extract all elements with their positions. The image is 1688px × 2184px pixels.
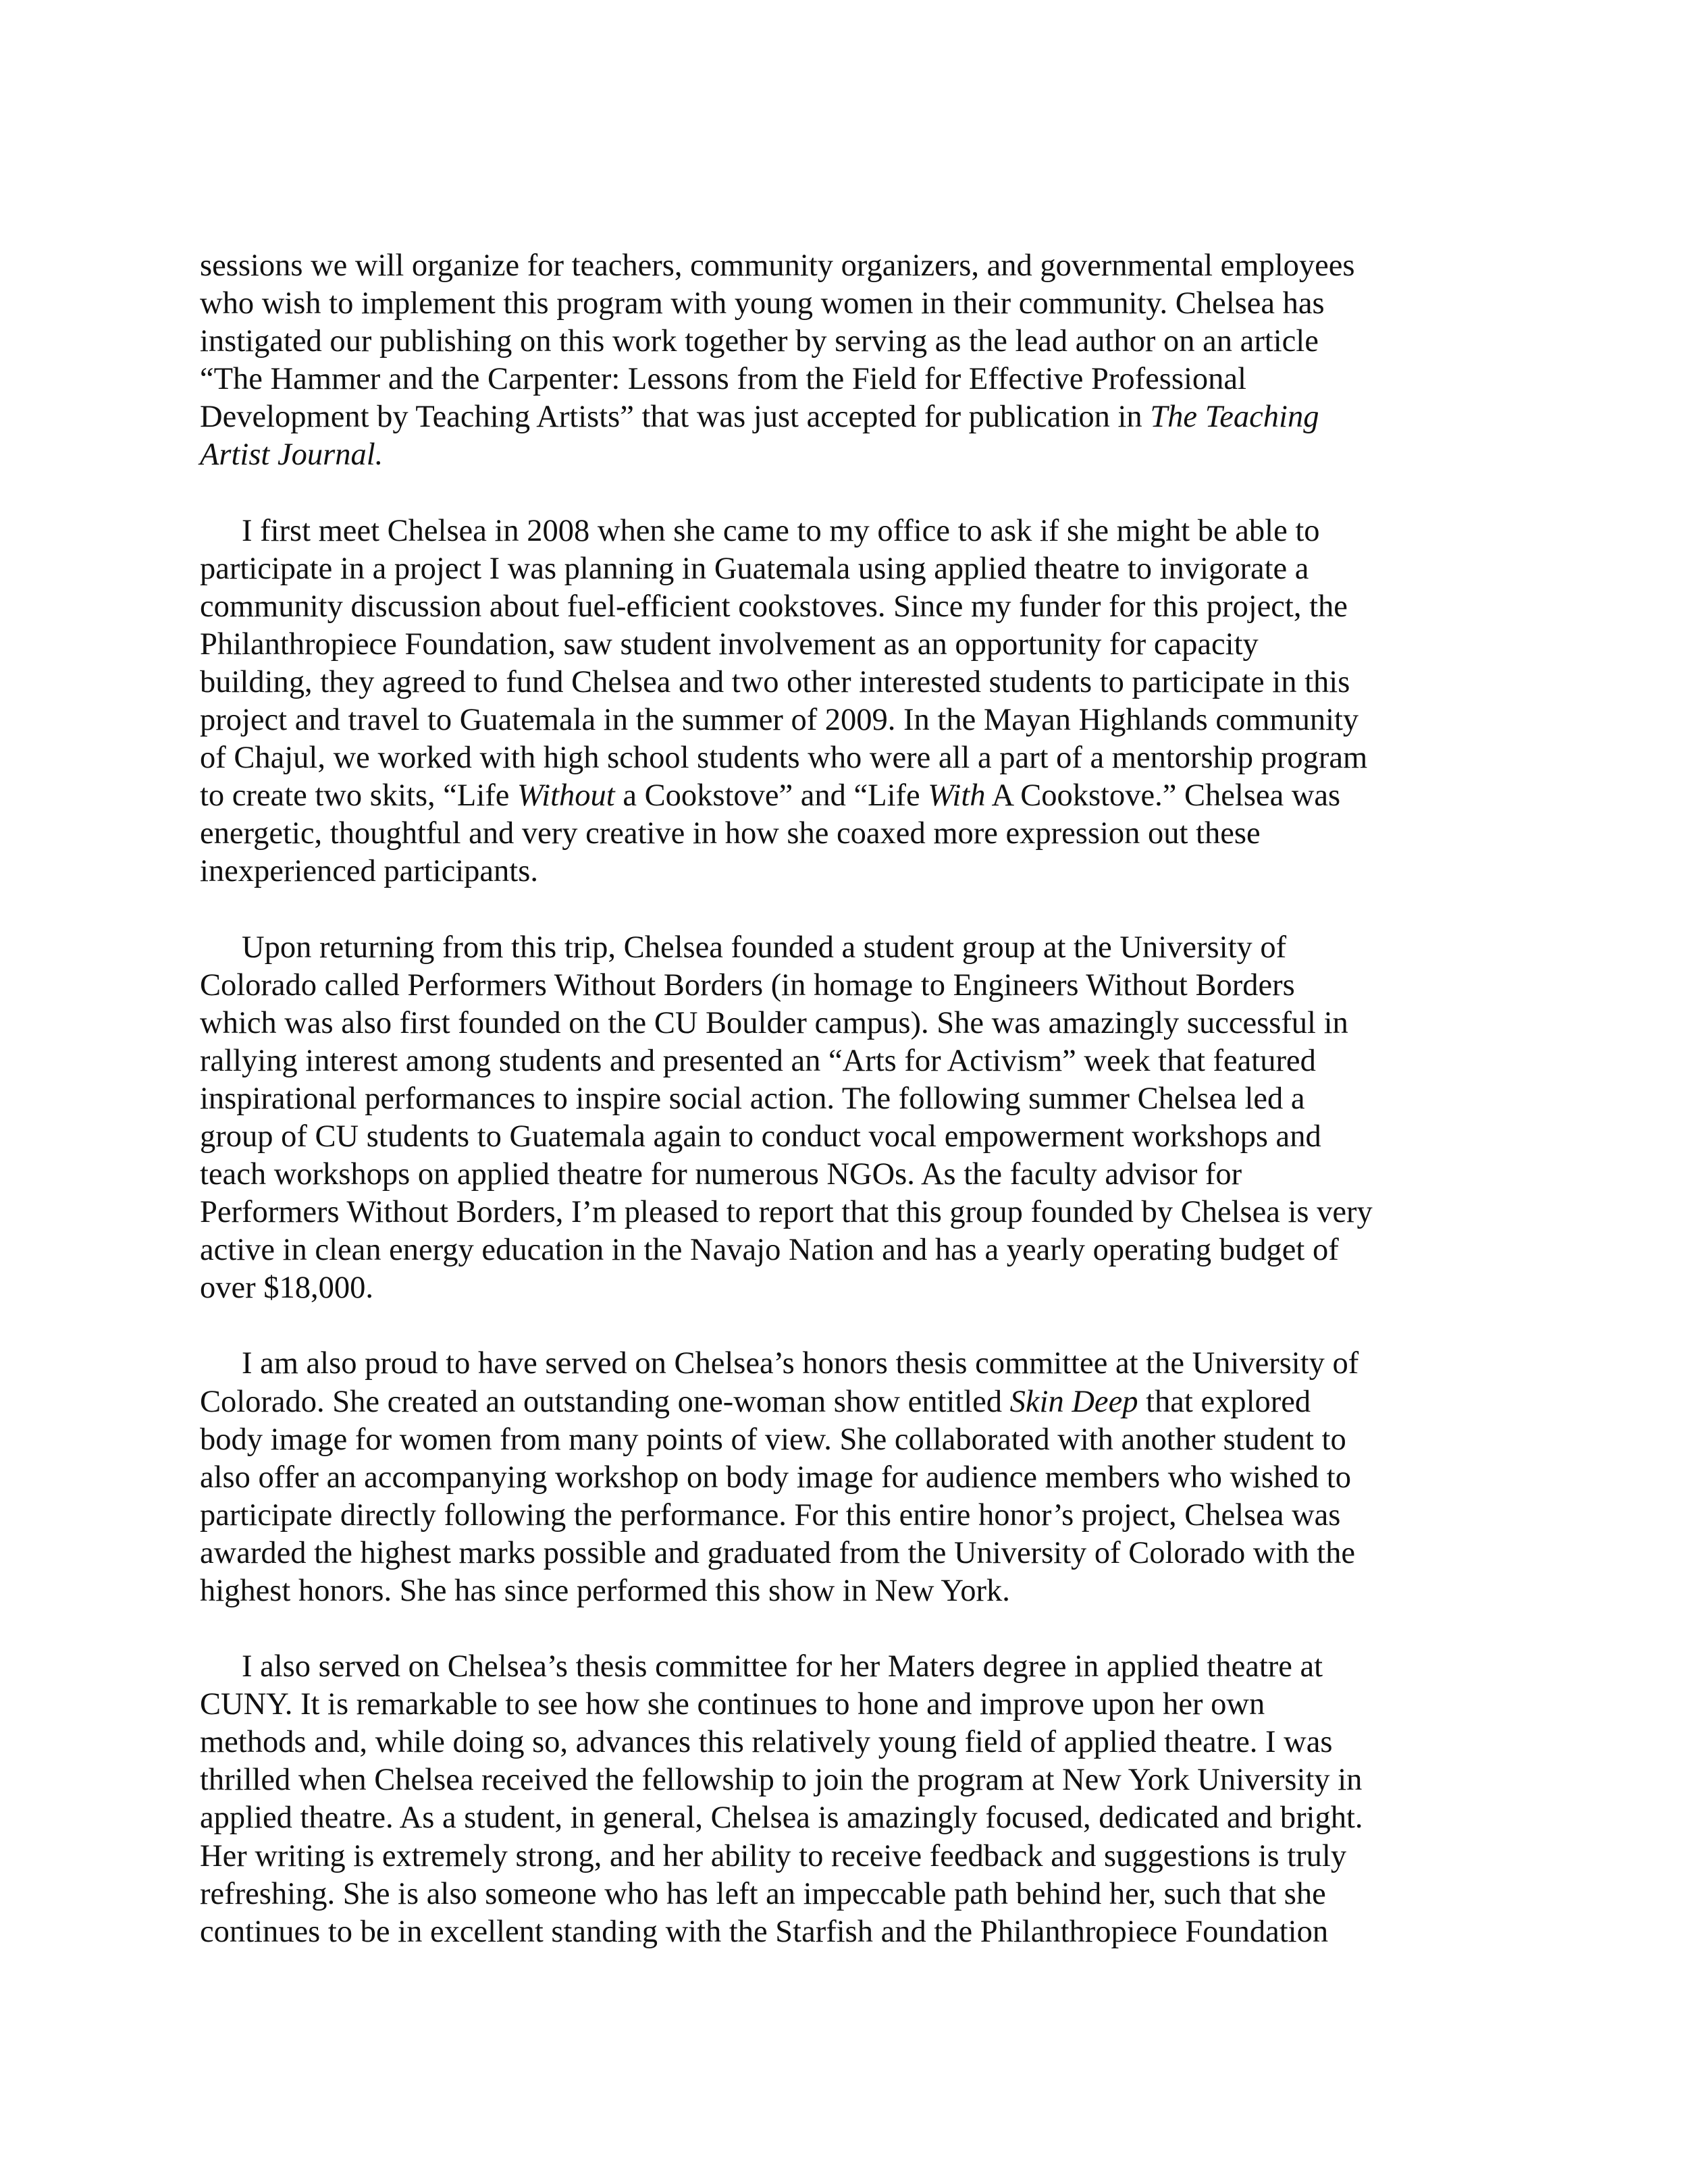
- text-run: awarded the highest marks possible and graduated from the University of Colorado with the: [200, 1535, 1356, 1570]
- text-line: [200, 929, 1449, 967]
- text-line: [200, 1005, 1449, 1042]
- text-run: continues to be in excellent standing with the Starfish and the Philanthropiece Foundation: [200, 1914, 1329, 1949]
- paragraph: [200, 1648, 1449, 1951]
- text-run: methods and, while doing so, advances this relatively young field of applied theatre. I was: [200, 1725, 1333, 1760]
- text-line: [200, 1497, 1449, 1535]
- text-run: who wish to implement this program with young women in their community. Chelsea has: [200, 286, 1325, 321]
- text-run: community discussion about fuel-efficient cookstoves. Since my funder for this project, the: [200, 589, 1348, 624]
- text-line: [200, 361, 1449, 398]
- text-run: body image for women from many points of view. She collaborated with another student to: [200, 1422, 1346, 1457]
- italic-text-run: With: [928, 778, 986, 814]
- text-line: [200, 1648, 1449, 1686]
- text-run: applied theatre. As a student, in general, Chelsea is amazingly focused, dedicated and bright.: [200, 1801, 1363, 1836]
- text-run: I first meet Chelsea in 2008 when she came to my office to ask if she might be able to: [242, 513, 1320, 548]
- text-run: which was also first founded on the CU Boulder campus). She was amazingly successful in: [200, 1005, 1348, 1040]
- text-line: [200, 1194, 1449, 1231]
- text-run: “The Hammer and the Carpenter: Lessons from the Field for Effective Professional: [200, 362, 1246, 397]
- text-run: energetic, thoughtful and very creative in how she coaxed more expression out these: [200, 816, 1261, 851]
- paragraph: [200, 512, 1449, 891]
- letter-body: [200, 247, 1449, 1951]
- text-line: [200, 1761, 1449, 1799]
- paragraph: [200, 929, 1449, 1308]
- text-run: a Cookstove” and “Life: [614, 778, 928, 814]
- text-line: [200, 967, 1449, 1005]
- text-run: group of CU students to Guatemala again to conduct vocal empowerment workshops and: [200, 1119, 1321, 1154]
- text-run: highest honors. She has since performed this show in New York.: [200, 1574, 1010, 1608]
- text-run: to create two skits, “Life: [200, 778, 517, 814]
- text-line: [200, 323, 1449, 361]
- text-run: I am also proud to have served on Chelsea’s honors thesis committee at the University of: [242, 1346, 1359, 1381]
- italic-text-run: Without: [517, 778, 615, 814]
- text-line: [200, 1156, 1449, 1194]
- text-run: I also served on Chelsea’s thesis committee for her Maters degree in applied theatre at: [242, 1649, 1323, 1684]
- text-line: [200, 1231, 1449, 1269]
- text-run: building, they agreed to fund Chelsea and two other interested students to participate in this: [200, 664, 1350, 699]
- text-run: CUNY. It is remarkable to see how she continues to hone and improve upon her own: [200, 1687, 1265, 1722]
- text-line: [200, 1269, 1449, 1307]
- text-line: [200, 285, 1449, 323]
- text-line: [200, 1799, 1449, 1837]
- paragraph: [200, 1345, 1449, 1610]
- text-run: Philanthropiece Foundation, saw student involvement as an opportunity for capacity: [200, 627, 1259, 662]
- text-line: [200, 777, 1449, 815]
- text-line: [200, 815, 1449, 853]
- text-run: participate in a project I was planning in Guatemala using applied theatre to invigorate a: [200, 551, 1309, 586]
- text-line: [200, 1535, 1449, 1572]
- text-line: [200, 1042, 1449, 1080]
- text-run: instigated our publishing on this work together by serving as the lead author on an article: [200, 324, 1319, 359]
- text-run: teach workshops on applied theatre for numerous NGOs. As the faculty advisor for: [200, 1157, 1242, 1192]
- text-line: [200, 512, 1449, 550]
- text-run: Upon returning from this trip, Chelsea founded a student group at the University of: [242, 930, 1287, 965]
- text-run: A Cookstove.” Chelsea was: [985, 778, 1341, 814]
- text-line: [200, 853, 1449, 890]
- text-run: project and travel to Guatemala in the summer of 2009. In the Mayan Highlands community: [200, 703, 1359, 738]
- paragraph: [200, 247, 1449, 475]
- italic-text-run: Artist Journal.: [200, 437, 384, 473]
- text-run: that explored: [1138, 1384, 1311, 1419]
- text-line: [200, 626, 1449, 664]
- text-line: [200, 1421, 1449, 1459]
- text-run: Development by Teaching Artists” that was just accepted for publication in: [200, 400, 1151, 435]
- text-line: [200, 550, 1449, 588]
- text-line: [200, 247, 1449, 285]
- text-line: [200, 1724, 1449, 1761]
- text-line: [200, 701, 1449, 739]
- text-run: active in clean energy education in the Navajo Nation and has a yearly operating budget of: [200, 1233, 1339, 1268]
- text-line: [200, 1572, 1449, 1610]
- text-run: Her writing is extremely strong, and her ability to receive feedback and suggestions is truly: [200, 1838, 1347, 1873]
- text-line: [200, 739, 1449, 777]
- text-run: sessions we will organize for teachers, community organizers, and governmental employees: [200, 248, 1355, 283]
- text-run: over $18,000.: [200, 1271, 373, 1306]
- text-run: inspirational performances to inspire social action. The following summer Chelsea led a: [200, 1081, 1305, 1116]
- text-line: [200, 1459, 1449, 1497]
- text-run: Colorado. She created an outstanding one-woman show entitled: [200, 1384, 1010, 1419]
- text-run: of Chajul, we worked with high school students who were all a part of a mentorship program: [200, 741, 1368, 776]
- text-line: [200, 1838, 1449, 1875]
- text-line: [200, 664, 1449, 701]
- text-line: [200, 1080, 1449, 1118]
- text-line: [200, 1913, 1449, 1951]
- italic-text-run: Skin Deep: [1009, 1384, 1138, 1419]
- text-line: [200, 1686, 1449, 1724]
- text-run: also offer an accompanying workshop on body image for audience members who wished to: [200, 1460, 1351, 1495]
- text-run: rallying interest among students and presented an “Arts for Activism” week that featured: [200, 1043, 1316, 1078]
- text-line: [200, 1118, 1449, 1156]
- text-line: [200, 436, 1449, 474]
- text-run: thrilled when Chelsea received the fellowship to join the program at New York University in: [200, 1763, 1363, 1798]
- italic-text-run: The Teaching: [1150, 400, 1319, 435]
- text-run: participate directly following the performance. For this entire honor’s project, Chelsea was: [200, 1497, 1341, 1533]
- text-run: refreshing. She is also someone who has left an impeccable path behind her, such that she: [200, 1876, 1326, 1911]
- text-line: [200, 588, 1449, 626]
- text-run: Performers Without Borders, I’m pleased to report that this group founded by Chelsea is very: [200, 1195, 1373, 1230]
- text-run: Colorado called Performers Without Borders (in homage to Engineers Without Borders: [200, 967, 1295, 1003]
- text-line: [200, 1383, 1449, 1421]
- text-run: inexperienced participants.: [200, 854, 538, 889]
- text-line: [200, 1345, 1449, 1383]
- text-line: [200, 1875, 1449, 1913]
- text-line: [200, 398, 1449, 436]
